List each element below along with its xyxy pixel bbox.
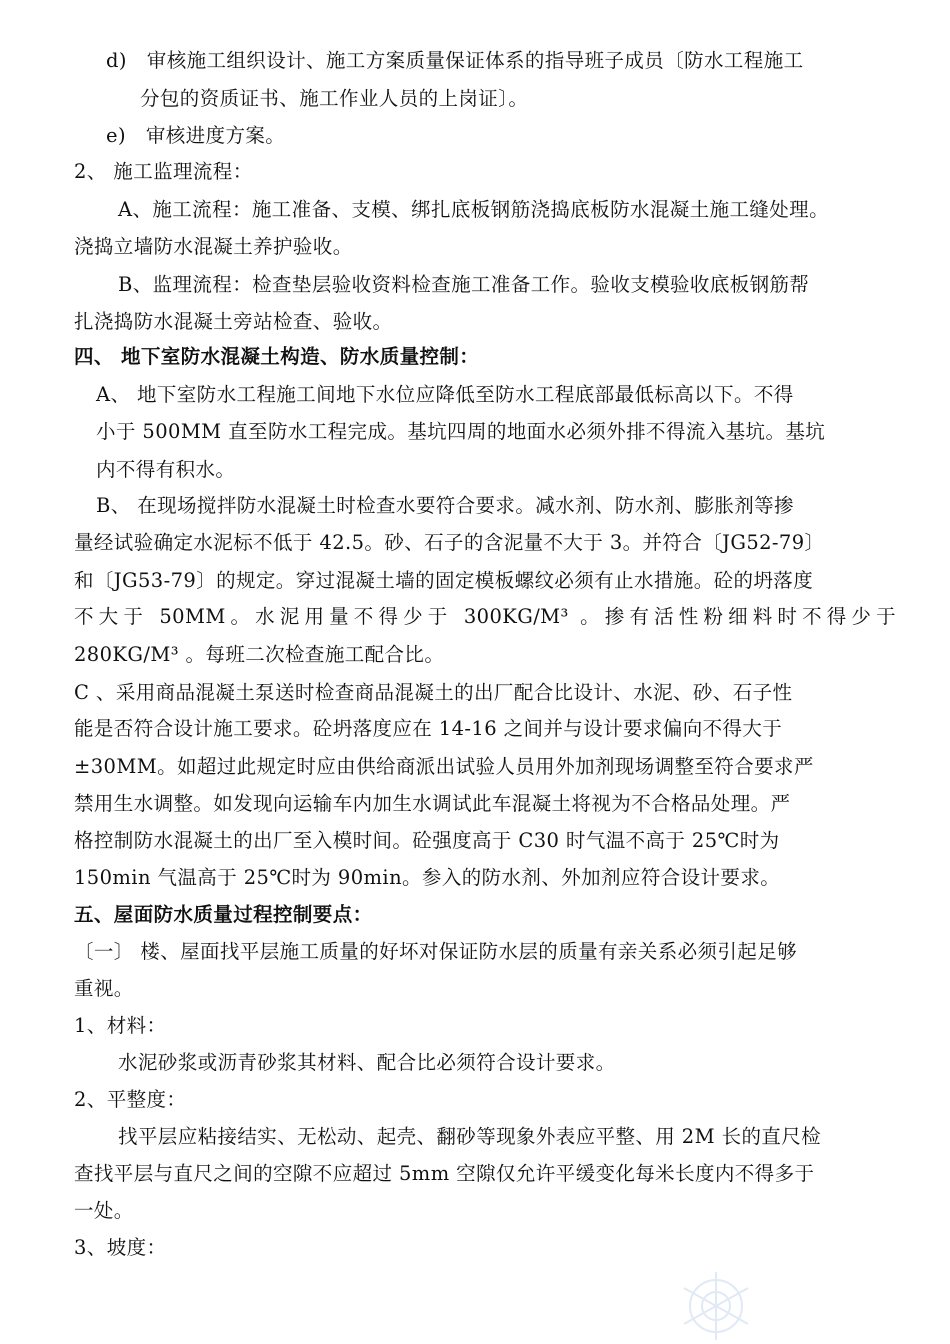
text-line: 一处。 xyxy=(74,1199,134,1222)
text-line: ±30MM。如超过此规定时应由供给商派出试验人员用外加剂现场调整至符合要求严 xyxy=(74,755,814,778)
text-line: 格控制防水混凝土的出厂至入模时间。砼强度高于 C30 时气温不高于 25℃时为 xyxy=(74,829,780,852)
snowflake-watermark-icon xyxy=(676,1268,756,1344)
text-line: 分包的资质证书、施工作业人员的上岗证〕。 xyxy=(140,87,529,110)
text-line: 量经试验确定水泥标不低于 42.5。砂、石子的含泥量不大于 3。并符合〔JG52-79〕 xyxy=(74,531,825,554)
text-line: A、施工流程：施工准备、支模、绑扎底板钢筋浇捣底板防水混凝土施工缝处理。 xyxy=(118,198,829,221)
text-line: B、监理流程：检查垫层验收资料检查施工准备工作。验收支模验收底板钢筋帮 xyxy=(118,273,810,296)
text-line: 2、平整度： xyxy=(74,1088,187,1111)
text-line: 和〔JG53-79〕的规定。穿过混凝土墙的固定模板螺纹必须有止水措施。砼的坍落度 xyxy=(74,569,814,592)
text-line: 禁用生水调整。如发现向运输车内加生水调试此车混凝土将视为不合格品处理。严 xyxy=(74,792,791,815)
section-heading: 四、 地下室防水混凝土构造、防水质量控制： xyxy=(74,345,480,368)
text-line: 小于 500MM 直至防水工程完成。基坑四周的地面水必须外排不得流入基坑。基坑 xyxy=(96,420,826,443)
text-line: B、 在现场搅拌防水混凝土时检查水要符合要求。减水剂、防水剂、膨胀剂等掺 xyxy=(96,494,794,517)
text-line: e) 审核进度方案。 xyxy=(106,124,286,147)
text-line: 能是否符合设计施工要求。砼坍落度应在 14-16 之间并与设计要求偏向不得大于 xyxy=(74,717,783,740)
text-line: 找平层应粘接结实、无松动、起壳、翻砂等现象外表应平整、用 2M 长的直尺检 xyxy=(118,1125,822,1148)
text-line: 重视。 xyxy=(74,977,134,1000)
text-line: 〔一〕 楼、屋面找平层施工质量的好坏对保证防水层的质量有亲关系必须引起足够 xyxy=(74,940,797,963)
text-line: 不大于 50MM。水泥用量不得少于 300KG/M³ 。掺有活性粉细料时不得少于 xyxy=(74,605,896,628)
text-line: 150min 气温高于 25℃时为 90min。参入的防水剂、外加剂应符合设计要求。 xyxy=(74,866,781,889)
text-line: 1、材料： xyxy=(74,1014,167,1037)
text-line: 浇捣立墙防水混凝土养护验收。 xyxy=(74,235,353,258)
section-heading: 五、屋面防水质量过程控制要点： xyxy=(74,903,373,926)
text-line: 扎浇捣防水混凝土旁站检查、验收。 xyxy=(74,310,393,333)
text-line: 2、 施工监理流程： xyxy=(74,160,253,183)
text-line: 内不得有积水。 xyxy=(96,458,236,481)
text-line: 查找平层与直尺之间的空隙不应超过 5mm 空隙仅允许平缓变化每米长度内不得多于 xyxy=(74,1162,815,1185)
text-line: 280KG/M³ 。每班二次检查施工配合比。 xyxy=(74,643,445,666)
text-line: 3、坡度： xyxy=(74,1236,167,1259)
text-line: A、 地下室防水工程施工间地下水位应降低至防水工程底部最低标高以下。不得 xyxy=(96,383,794,406)
text-line: C 、采用商品混凝土泵送时检查商品混凝土的出厂配合比设计、水泥、砂、石子性 xyxy=(74,681,793,704)
text-line: d) 审核施工组织设计、施工方案质量保证体系的指导班子成员〔防水工程施工 xyxy=(106,49,804,72)
text-line: 水泥砂浆或沥青砂浆其材料、配合比必须符合设计要求。 xyxy=(118,1051,616,1074)
